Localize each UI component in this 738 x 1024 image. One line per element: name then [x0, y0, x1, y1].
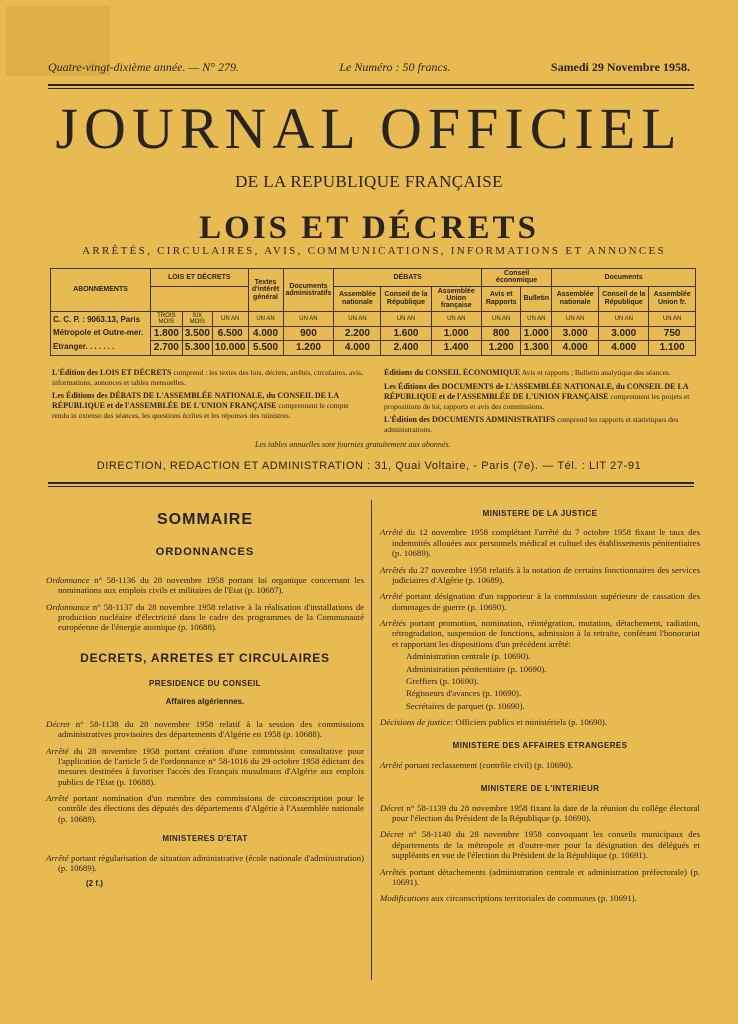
tarif-cell: 1.000 [521, 326, 552, 340]
sub-item: Administration pénitentiaire (p. 10690). [406, 663, 547, 674]
column-separator [371, 500, 372, 980]
issue-header [48, 60, 690, 75]
tarif-cell: 2.400 [381, 341, 431, 355]
page-mark: (2 f.) [86, 879, 103, 889]
tarif-cell: 6.500 [212, 326, 248, 340]
section-subtitle: ARRÊTÉS, CIRCULAIRES, AVIS, COMMUNICATIONS, INFORMATIONS ET ANNONCES [82, 245, 666, 257]
note-lois-body: comprend : les textes des lois, décrets, arrêtés, circulaires, avis, informations, annonces et tables mensuelles. [52, 368, 363, 387]
an2-header: Assemblée nationale [552, 286, 599, 311]
tarif-cell: 4.000 [334, 341, 381, 355]
sommaire-right-column [380, 505, 700, 910]
list-item: Arrêtés portant promotion, nomination, réintégration, mutation, détachement, radiation, rétrogradation, suspension de fonctions, admission à la retraite, conférant l'honorariat et rapportant les dispositions d'un précédent arrêté: [380, 618, 700, 649]
note-lois-title: L'Édition des LOIS ET DÉCRETS [52, 368, 172, 377]
list-item: Arrêtés portant détachements (administration centrale et administration préfectorale) (p. 10691). [380, 866, 700, 887]
conseil-rep2-header: Conseil de la République [599, 286, 649, 311]
conseil-eco-header: Conseil économique [481, 269, 551, 287]
list-item: Arrêté portant régularisation de situation administrative (école nationale d'administration) (p. 10689). [46, 852, 364, 873]
list-item: Décret n° 58-1139 du 28 novembre 1958 fixant la date de la réunion du collège électoral pour l'élection du Président de la République (p. 10690). [380, 802, 701, 824]
sub-item: Greffiers (p. 10690). [406, 675, 479, 686]
tables-annuelles-note: Les tables annuelles sont fournies gratuitement aux abonnés. [255, 440, 451, 449]
tarif-cell: 1.400 [431, 341, 481, 355]
header-rule [48, 84, 694, 86]
debats-header: DÉBATS [334, 269, 482, 287]
affaires-etrangeres-heading: MINISTERE DES AFFAIRES ETRANGERES [452, 741, 628, 751]
note-debats-title: Les Éditions des DÉBATS DE L'ASSEMBLÉE NATIONALE, du CONSEIL DE LA RÉPUBLIQUE et de l'ASSEMBLÉE DE L'UNION FRANÇAISE [52, 391, 339, 411]
sub-item: Administration centrale (p. 10690). [406, 651, 531, 662]
list-item: Décret n° 58-1140 du 28 novembre 1958 convoquant les conseils municipaux des départements de la métropole et d'outre-mer pour la désignation des délégués et suppléants en vue de l'élection du Président de la République (p. 10691). [380, 829, 700, 861]
direction-rule-thin [48, 486, 694, 487]
period-six-mois: SIX MOIS [182, 311, 212, 326]
tarif-cell: 800 [481, 326, 521, 340]
tarif-cell: 1.800 [151, 326, 183, 340]
tarif-cell: 3.000 [552, 326, 599, 340]
assemblee-uf2-header: Assemblée Union fr. [649, 286, 696, 311]
justice-heading: MINISTERE DE LA JUSTICE [482, 509, 598, 518]
lois-decrets-header: LOIS ET DÉCRETS [151, 269, 249, 287]
ccp-number: C. C. P. : 9063.13, Paris [53, 314, 141, 324]
tarif-cell: 1.300 [521, 341, 552, 355]
tarif-cell: 1.100 [649, 341, 696, 355]
avis-rapports-header: Avis et Rapports [481, 286, 521, 311]
sommaire-left-column [46, 505, 364, 889]
list-item: Ordonnance n° 58-1136 du 28 novembre 1958 portant loi organique concernant les nominations aux emplois civils et militaires de l'Etat (p. 10687). [46, 574, 364, 596]
ministeres-etat-heading: MINISTERES D'ETAT [162, 834, 248, 844]
sommaire-title: SOMMAIRE [157, 511, 253, 528]
an-header: Assemblée nationale [334, 286, 381, 311]
tarif-cell: 3.000 [599, 326, 649, 340]
tarif-cell: 1.000 [431, 326, 481, 340]
etranger-label: Etranger. . . . . . . [53, 341, 115, 351]
list-item: Décisions de justice: Officiers publics et ministériels (p. 10690). [380, 717, 608, 728]
note-conseil-body: Avis et rapports ; Bulletin analytique des séances. [521, 368, 671, 377]
list-item: Arrêté du 12 novembre 1958 complétant l'arrêté du 7 octobre 1958 fixant le taux des indemnités allouées aux personnels médical et cultuel des établissements pénitentiaires (p. 10689). [380, 527, 700, 559]
list-item: Arrêté portant nomination d'un membre des commissions de circonscription pour le contrôle des élections des députés des départements d'Algérie à l'Assemblée nationale (p. 10689). [46, 793, 365, 824]
note-documents-title: Les Éditions des DOCUMENTS de L'ASSEMBLÉE NATIONALE, du CONSEIL DE LA RÉPUBLIQUE et de l'ASSEMBLÉE DE L'UNION FRANÇAISE [384, 382, 689, 401]
direction-rule [48, 482, 694, 484]
tarif-cell: 10.000 [212, 341, 248, 355]
bulletin-header: Bulletin [521, 286, 552, 311]
list-item: Arrêté portant désignation d'un rapporteur à la commission supérieure de cassation des dommages de guerre (p. 10690). [380, 591, 700, 612]
ordonnances-heading: ORDONNANCES [155, 545, 255, 558]
tarif-cell: 5.500 [248, 341, 283, 355]
period-trois-mois: TROIS MOIS [151, 311, 183, 326]
decrets-heading: DECRETS, ARRETES ET CIRCULAIRES [80, 650, 330, 665]
conseil-rep-header: Conseil de la République [381, 286, 431, 311]
metropole-label: Métropole et Outre-mer. [53, 328, 144, 338]
documents-admin-header: Documents administratifs [283, 269, 334, 312]
list-item: Décret n° 58-1138 du 28 novembre 1958 relatif à la session des commissions administratives provisoires des départements d'Algérie en 1958 (p. 10688). [46, 718, 364, 740]
edition-notes [52, 368, 696, 439]
affaires-algeriennes-heading: Affaires algériennes. [165, 697, 245, 707]
masthead-subtitle: DE LA REPUBLIQUE FRANÇAISE [235, 172, 503, 191]
tarif-cell: 2.700 [151, 341, 183, 355]
direction-address: DIRECTION, REDACTION ET ADMINISTRATION : 31, Quai Voltaire, - Paris (7e). — Tél. : LIT 27-91 [96, 460, 642, 472]
sub-item: Régisseurs d'avances (p. 10690). [406, 688, 522, 699]
masthead-title: JOURNAL OFFICIEL [55, 96, 683, 161]
abonnements-header: ABONNEMENTS [51, 269, 151, 312]
note-debats-body: comprennent le compte rendu in extenso des séances, les questions écrites et les réponses des ministres. [52, 401, 349, 421]
presidence-heading: PRESIDENCE DU CONSEIL [149, 678, 261, 688]
section-title: LOIS ET DÉCRETS [199, 210, 539, 246]
list-item: Ordonnance n° 58-1137 du 28 novembre 1958 relative à la réalisation d'installations de production nucléaire d'électricité dans le cadre des programmes de la Communauté européenne de l'énergie atomique (p. 10688). [46, 601, 365, 633]
documents-header: Documents [552, 269, 696, 287]
tarif-cell: 1.200 [481, 341, 521, 355]
tarif-cell: 4.000 [552, 341, 599, 355]
list-item: Modifications aux circonscriptions territoriales de communes (p. 10691). [380, 893, 637, 904]
note-conseil-title: Éditions du CONSEIL ÉCONOMIQUE [384, 368, 521, 377]
assemblee-uf-header: Assemblée Union française [431, 286, 481, 311]
interieur-heading: MINISTERE DE L'INTERIEUR [480, 784, 600, 794]
list-item: Arrêté du 28 novembre 1958 portant création d'une commission consultative pour l'application de l'article 5 de l'ordonnance n° 58-1016 du 29 octobre 1958 édictant des mesures destinées à favoriser l'accès des Français musulmans d'Algérie aux emplois publics de l'Etat (p. 10688). [46, 745, 364, 787]
subscription-table: ABONNEMENTS LOIS ET DÉCRETS Textes d'intérêt général Documents administratifs DÉBATS Conseil économique Documents Assemblée nationale Conseil de la République Assemblée Union française Avis et Rapports Bulletin Assemblée nationale Conseil de la République Assemblée Union fr. C. C. P. : 9063.13, Paris Métropole et Outre-mer. Etranger. . . . . . . TROIS MOIS SIX MOIS UN AN UN AN UN AN UN AN UN AN UN AN UN AN UN AN UN AN UN AN UN AN 1.800 3.500 6.500 4.000 900 2.200 1.600 1.000 800 1.000 3.000 3.000 750 2.700 5.300 10.000 5.500 1.200 4.000 2.400 1.400 1.200 1.300 4.000 4.000 1.100 [50, 268, 696, 356]
tarif-cell: 900 [283, 326, 334, 340]
tarif-cell: 3.500 [182, 326, 212, 340]
tarif-cell: 1.600 [381, 326, 431, 340]
header-rule-thin [48, 88, 694, 89]
tarif-cell: 4.000 [248, 326, 283, 340]
tarif-cell: 2.200 [334, 326, 381, 340]
note-admin-body: comprend les rapports et statistiques des administrations. [384, 415, 679, 435]
tarif-cell: 5.300 [182, 341, 212, 355]
note-admin-title: L'Édition des DOCUMENTS ADMINISTRATIFS [384, 415, 556, 425]
issue-price: Le Numéro : 50 francs. [339, 60, 451, 74]
issue-date: Samedi 29 Novembre 1958. [550, 60, 690, 74]
note-documents-body: comprennent les projets et propositions de loi, rapports et avis des commissions. [384, 392, 690, 411]
textes-header: Textes d'intérêt général [248, 269, 283, 312]
ccp-cell [51, 311, 151, 355]
tarif-cell: 4.000 [599, 341, 649, 355]
issue-number: Quatre-vingt-dixième année. — N° 279. [48, 60, 239, 74]
list-item: Arrêtés du 27 novembre 1958 relatifs à la notation de certains fonctionnaires des services judiciaires d'Algérie (p. 10689). [380, 564, 701, 585]
tarif-cell: 750 [649, 326, 696, 340]
period-un-an: UN AN [212, 311, 248, 326]
tarif-cell: 1.200 [283, 341, 334, 355]
sub-item: Secrétaires de parquet (p. 10690). [406, 700, 525, 711]
list-item: Arrêté portant reclassement (contrôle civil) (p. 10690). [380, 759, 573, 770]
